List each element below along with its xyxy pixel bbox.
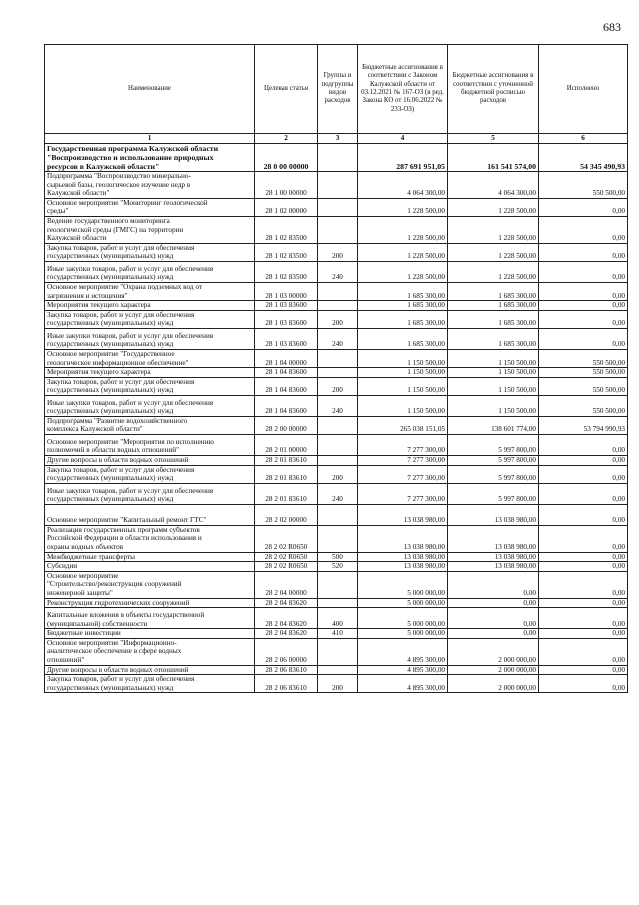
row-law-amount: 1 685 300,00 bbox=[358, 310, 448, 328]
row-expense-group: 240 bbox=[318, 483, 358, 504]
table-row bbox=[45, 456, 628, 466]
row-name: Межбюджетные трансферты bbox=[45, 552, 255, 562]
row-expense-group: 410 bbox=[318, 629, 358, 639]
row-law-amount: 7 277 300,00 bbox=[358, 456, 448, 466]
row-executed-amount: 0,00 bbox=[539, 301, 628, 311]
table-row bbox=[45, 675, 628, 693]
row-expense-group: 520 bbox=[318, 562, 358, 572]
row-law-amount: 13 038 980,00 bbox=[358, 552, 448, 562]
row-name: Иные закупки товаров, работ и услуг для обеспечения государственных (муниципальных) нужд bbox=[45, 261, 255, 282]
row-expense-group bbox=[318, 525, 358, 552]
row-target-code: 28 2 02 00000 bbox=[255, 504, 318, 525]
row-law-amount: 1 150 500,00 bbox=[358, 368, 448, 378]
row-target-code: 28 1 04 83600 bbox=[255, 377, 318, 395]
row-name: Закупка товаров, работ и услуг для обеспечения государственных (муниципальных) нужд bbox=[45, 465, 255, 483]
row-executed-amount: 0,00 bbox=[539, 598, 628, 608]
row-target-code: 28 2 02 R0650 bbox=[255, 552, 318, 562]
row-target-code: 28 2 04 00000 bbox=[255, 571, 318, 598]
row-executed-amount: 0,00 bbox=[539, 504, 628, 525]
table-row bbox=[45, 552, 628, 562]
row-refined-amount: 1 685 300,00 bbox=[448, 282, 539, 300]
row-law-amount: 287 691 951,05 bbox=[358, 144, 448, 172]
table-row bbox=[45, 172, 628, 199]
row-executed-amount: 0,00 bbox=[539, 435, 628, 456]
row-name: Закупка товаров, работ и услуг для обеспечения государственных (муниципальных) нужд bbox=[45, 675, 255, 693]
row-name: Иные закупки товаров, работ и услуг для обеспечения государственных (муниципальных) нужд bbox=[45, 483, 255, 504]
row-law-amount: 1 685 300,00 bbox=[358, 282, 448, 300]
row-expense-group bbox=[318, 571, 358, 598]
row-target-code: 28 1 02 83500 bbox=[255, 261, 318, 282]
row-target-code: 28 1 03 83600 bbox=[255, 310, 318, 328]
row-law-amount: 13 038 980,00 bbox=[358, 504, 448, 525]
row-name: Основное мероприятие "Информационно- аналитическое обеспечение в сфере водных отношений" bbox=[45, 638, 255, 665]
table-row bbox=[45, 310, 628, 328]
row-target-code: 28 2 04 83620 bbox=[255, 598, 318, 608]
row-target-code: 28 2 04 83620 bbox=[255, 608, 318, 629]
row-law-amount: 13 038 980,00 bbox=[358, 562, 448, 572]
row-executed-amount: 0,00 bbox=[539, 608, 628, 629]
row-refined-amount: 1 685 300,00 bbox=[448, 301, 539, 311]
row-law-amount: 265 038 151,05 bbox=[358, 416, 448, 434]
row-law-amount: 5 000 000,00 bbox=[358, 608, 448, 629]
row-target-code: 28 2 00 00000 bbox=[255, 416, 318, 434]
table-row bbox=[45, 504, 628, 525]
row-law-amount: 4 895 300,00 bbox=[358, 665, 448, 675]
row-target-code: 28 1 02 83500 bbox=[255, 243, 318, 261]
table-row bbox=[45, 562, 628, 572]
row-executed-amount: 550 500,00 bbox=[539, 377, 628, 395]
row-refined-amount: 2 000 000,00 bbox=[448, 675, 539, 693]
row-refined-amount: 5 997 800,00 bbox=[448, 465, 539, 483]
column-number: 3 bbox=[318, 134, 358, 144]
row-law-amount: 1 228 500,00 bbox=[358, 216, 448, 243]
row-expense-group bbox=[318, 144, 358, 172]
row-executed-amount: 0,00 bbox=[539, 465, 628, 483]
row-refined-amount: 1 228 500,00 bbox=[448, 243, 539, 261]
header-name: Наименование bbox=[45, 45, 255, 134]
row-law-amount: 7 277 300,00 bbox=[358, 465, 448, 483]
row-target-code: 28 2 02 R0650 bbox=[255, 525, 318, 552]
row-law-amount: 4 064 300,00 bbox=[358, 172, 448, 199]
row-executed-amount: 54 345 490,93 bbox=[539, 144, 628, 172]
table-row bbox=[45, 282, 628, 300]
row-target-code: 28 1 03 83600 bbox=[255, 301, 318, 311]
row-refined-amount: 13 038 980,00 bbox=[448, 504, 539, 525]
row-expense-group bbox=[318, 598, 358, 608]
row-executed-amount: 0,00 bbox=[539, 243, 628, 261]
row-target-code: 28 2 04 83620 bbox=[255, 629, 318, 639]
row-target-code: 28 2 01 00000 bbox=[255, 435, 318, 456]
row-name: Мероприятия текущего характера bbox=[45, 368, 255, 378]
row-expense-group: 200 bbox=[318, 675, 358, 693]
row-name: Другие вопросы в области водных отношений bbox=[45, 665, 255, 675]
table-row bbox=[45, 349, 628, 367]
row-name: Иные закупки товаров, работ и услуг для обеспечения государственных (муниципальных) нужд bbox=[45, 328, 255, 349]
row-refined-amount: 1 228 500,00 bbox=[448, 216, 539, 243]
row-target-code: 28 1 03 83600 bbox=[255, 328, 318, 349]
row-law-amount: 1 150 500,00 bbox=[358, 349, 448, 367]
row-refined-amount: 13 038 980,00 bbox=[448, 562, 539, 572]
row-refined-amount: 161 541 574,00 bbox=[448, 144, 539, 172]
row-law-amount: 1 228 500,00 bbox=[358, 198, 448, 216]
row-executed-amount: 550 500,00 bbox=[539, 395, 628, 416]
row-target-code: 28 1 04 83600 bbox=[255, 368, 318, 378]
row-expense-group bbox=[318, 282, 358, 300]
row-expense-group bbox=[318, 416, 358, 434]
budget-table bbox=[44, 44, 628, 693]
row-refined-amount: 1 228 500,00 bbox=[448, 261, 539, 282]
row-refined-amount: 13 038 980,00 bbox=[448, 552, 539, 562]
row-expense-group: 400 bbox=[318, 608, 358, 629]
row-name: Подпрограмма "Развитие водохозяйственного комплекса Калужской области" bbox=[45, 416, 255, 434]
row-name: Реконструкция гидротехнических сооружений bbox=[45, 598, 255, 608]
row-refined-amount: 0,00 bbox=[448, 608, 539, 629]
row-refined-amount: 1 685 300,00 bbox=[448, 310, 539, 328]
column-number: 5 bbox=[448, 134, 539, 144]
row-expense-group bbox=[318, 435, 358, 456]
table-row bbox=[45, 483, 628, 504]
table-row bbox=[45, 416, 628, 434]
row-name: Основное мероприятие "Строительство/реконструкция сооружений инженерной защиты" bbox=[45, 571, 255, 598]
row-target-code: 28 2 01 83610 bbox=[255, 465, 318, 483]
row-target-code: 28 1 00 00000 bbox=[255, 172, 318, 199]
row-executed-amount: 0,00 bbox=[539, 261, 628, 282]
header-law: Бюджетные ассигнования в соответствии с Законом Калужской области от 03.12.2021 № 167-ОЗ (в ред. Закона КО от 16.06.2022 № 233-ОЗ) bbox=[358, 45, 448, 134]
table-row bbox=[45, 395, 628, 416]
row-target-code: 28 1 02 83500 bbox=[255, 216, 318, 243]
row-law-amount: 5 000 000,00 bbox=[358, 598, 448, 608]
row-name: Закупка товаров, работ и услуг для обеспечения государственных (муниципальных) нужд bbox=[45, 243, 255, 261]
table-row bbox=[45, 243, 628, 261]
row-expense-group: 240 bbox=[318, 395, 358, 416]
header-executed: Исполнено bbox=[539, 45, 628, 134]
row-expense-group: 200 bbox=[318, 243, 358, 261]
row-refined-amount: 0,00 bbox=[448, 598, 539, 608]
row-executed-amount: 0,00 bbox=[539, 483, 628, 504]
row-target-code: 28 2 06 83610 bbox=[255, 675, 318, 693]
table-row bbox=[45, 301, 628, 311]
row-name: Субсидии bbox=[45, 562, 255, 572]
row-law-amount: 1 150 500,00 bbox=[358, 377, 448, 395]
table-row bbox=[45, 608, 628, 629]
column-number-row bbox=[45, 134, 628, 144]
row-refined-amount: 5 997 800,00 bbox=[448, 483, 539, 504]
table-row bbox=[45, 328, 628, 349]
row-expense-group: 500 bbox=[318, 552, 358, 562]
row-expense-group bbox=[318, 368, 358, 378]
row-refined-amount: 5 997 800,00 bbox=[448, 456, 539, 466]
row-expense-group: 200 bbox=[318, 377, 358, 395]
row-name: Капитальные вложения в объекты государственной (муниципальной) собственности bbox=[45, 608, 255, 629]
header-group: Группы и подгруппы видов расходов bbox=[318, 45, 358, 134]
row-name: Основное мероприятие "Охрана подземных вод от загрязнения и истощения" bbox=[45, 282, 255, 300]
column-number: 2 bbox=[255, 134, 318, 144]
row-name: Реализация государственных программ субъектов Российской Федерации в области использования и охраны водных объектов bbox=[45, 525, 255, 552]
row-law-amount: 13 038 980,00 bbox=[358, 525, 448, 552]
row-executed-amount: 0,00 bbox=[539, 675, 628, 693]
row-executed-amount: 0,00 bbox=[539, 665, 628, 675]
row-executed-amount: 0,00 bbox=[539, 552, 628, 562]
table-row bbox=[45, 216, 628, 243]
row-name: Закупка товаров, работ и услуг для обеспечения государственных (муниципальных) нужд bbox=[45, 310, 255, 328]
row-name: Закупка товаров, работ и услуг для обеспечения государственных (муниципальных) нужд bbox=[45, 377, 255, 395]
row-law-amount: 5 000 000,00 bbox=[358, 571, 448, 598]
row-name: Другие вопросы в области водных отношений bbox=[45, 456, 255, 466]
table-row bbox=[45, 629, 628, 639]
column-number: 6 bbox=[539, 134, 628, 144]
row-name: Иные закупки товаров, работ и услуг для обеспечения государственных (муниципальных) нужд bbox=[45, 395, 255, 416]
row-law-amount: 7 277 300,00 bbox=[358, 435, 448, 456]
row-refined-amount: 2 000 000,00 bbox=[448, 665, 539, 675]
table-row bbox=[45, 465, 628, 483]
table-row bbox=[45, 525, 628, 552]
row-refined-amount: 2 000 000,00 bbox=[448, 638, 539, 665]
table-row bbox=[45, 144, 628, 172]
row-law-amount: 4 895 300,00 bbox=[358, 638, 448, 665]
row-executed-amount: 0,00 bbox=[539, 456, 628, 466]
row-executed-amount: 0,00 bbox=[539, 562, 628, 572]
row-refined-amount: 1 150 500,00 bbox=[448, 349, 539, 367]
row-target-code: 28 0 00 00000 bbox=[255, 144, 318, 172]
row-executed-amount: 0,00 bbox=[539, 525, 628, 552]
row-target-code: 28 1 03 00000 bbox=[255, 282, 318, 300]
row-refined-amount: 13 038 980,00 bbox=[448, 525, 539, 552]
row-target-code: 28 1 02 00000 bbox=[255, 198, 318, 216]
row-target-code: 28 1 04 00000 bbox=[255, 349, 318, 367]
row-refined-amount: 1 150 500,00 bbox=[448, 368, 539, 378]
row-executed-amount: 0,00 bbox=[539, 216, 628, 243]
row-expense-group bbox=[318, 665, 358, 675]
row-expense-group bbox=[318, 349, 358, 367]
row-law-amount: 1 685 300,00 bbox=[358, 301, 448, 311]
table-row bbox=[45, 435, 628, 456]
row-expense-group bbox=[318, 216, 358, 243]
row-refined-amount: 1 685 300,00 bbox=[448, 328, 539, 349]
row-expense-group: 240 bbox=[318, 328, 358, 349]
row-executed-amount: 0,00 bbox=[539, 571, 628, 598]
row-name: Основное мероприятие "Капитальный ремонт ГТС" bbox=[45, 504, 255, 525]
header-refined: Бюджетные ассигнования в соответствии с уточненной бюджетной росписью расходов bbox=[448, 45, 539, 134]
row-law-amount: 1 228 500,00 bbox=[358, 261, 448, 282]
row-name: Государственная программа Калужской области "Воспроизводство и использование природных ресурсов в Калужской области" bbox=[45, 144, 255, 172]
row-name: Бюджетные инвестиции bbox=[45, 629, 255, 639]
row-name: Ведение государственного мониторинга геологической среды (ГМГС) на территории Калужской области bbox=[45, 216, 255, 243]
table-row bbox=[45, 261, 628, 282]
row-refined-amount: 0,00 bbox=[448, 629, 539, 639]
column-number: 4 bbox=[358, 134, 448, 144]
column-number: 1 bbox=[45, 134, 255, 144]
header-target: Целевая статья bbox=[255, 45, 318, 134]
row-law-amount: 7 277 300,00 bbox=[358, 483, 448, 504]
table-row bbox=[45, 368, 628, 378]
row-name: Подпрограмма "Воспроизводство минерально- сырьевой базы, геологическое изучение недр в Калужской области" bbox=[45, 172, 255, 199]
row-executed-amount: 0,00 bbox=[539, 638, 628, 665]
row-refined-amount: 5 997 800,00 bbox=[448, 435, 539, 456]
row-refined-amount: 1 228 500,00 bbox=[448, 198, 539, 216]
row-executed-amount: 550 500,00 bbox=[539, 368, 628, 378]
row-target-code: 28 2 06 83610 bbox=[255, 665, 318, 675]
row-refined-amount: 1 150 500,00 bbox=[448, 377, 539, 395]
table-row bbox=[45, 198, 628, 216]
row-name: Основное мероприятие "Мероприятия по исполнению полномочий в области водных отношений" bbox=[45, 435, 255, 456]
row-law-amount: 1 228 500,00 bbox=[358, 243, 448, 261]
table-row bbox=[45, 598, 628, 608]
row-executed-amount: 550 500,00 bbox=[539, 172, 628, 199]
row-target-code: 28 2 01 83610 bbox=[255, 456, 318, 466]
row-refined-amount: 1 150 500,00 bbox=[448, 395, 539, 416]
table-row bbox=[45, 638, 628, 665]
row-executed-amount: 0,00 bbox=[539, 282, 628, 300]
row-law-amount: 4 895 300,00 bbox=[358, 675, 448, 693]
row-expense-group bbox=[318, 504, 358, 525]
row-law-amount: 1 150 500,00 bbox=[358, 395, 448, 416]
row-expense-group bbox=[318, 301, 358, 311]
table-row bbox=[45, 377, 628, 395]
row-expense-group bbox=[318, 198, 358, 216]
row-expense-group bbox=[318, 456, 358, 466]
row-executed-amount: 0,00 bbox=[539, 328, 628, 349]
row-expense-group bbox=[318, 638, 358, 665]
row-target-code: 28 1 04 83600 bbox=[255, 395, 318, 416]
row-name: Основное мероприятие "Государственное геологическое информационное обеспечение" bbox=[45, 349, 255, 367]
row-expense-group: 200 bbox=[318, 310, 358, 328]
row-law-amount: 1 685 300,00 bbox=[358, 328, 448, 349]
row-expense-group bbox=[318, 172, 358, 199]
table-row bbox=[45, 571, 628, 598]
page-number: 683 bbox=[603, 20, 621, 34]
row-executed-amount: 53 794 990,93 bbox=[539, 416, 628, 434]
row-expense-group: 240 bbox=[318, 261, 358, 282]
row-target-code: 28 2 06 00000 bbox=[255, 638, 318, 665]
row-executed-amount: 550 500,00 bbox=[539, 349, 628, 367]
header-row bbox=[45, 45, 628, 134]
row-expense-group: 200 bbox=[318, 465, 358, 483]
row-name: Основное мероприятие "Мониторинг геологической среды" bbox=[45, 198, 255, 216]
row-refined-amount: 4 064 300,00 bbox=[448, 172, 539, 199]
row-target-code: 28 2 02 R0650 bbox=[255, 562, 318, 572]
row-refined-amount: 0,00 bbox=[448, 571, 539, 598]
table-row bbox=[45, 665, 628, 675]
row-name: Мероприятия текущего характера bbox=[45, 301, 255, 311]
row-law-amount: 5 000 000,00 bbox=[358, 629, 448, 639]
row-refined-amount: 138 601 774,00 bbox=[448, 416, 539, 434]
row-executed-amount: 0,00 bbox=[539, 198, 628, 216]
row-target-code: 28 2 01 83610 bbox=[255, 483, 318, 504]
row-executed-amount: 0,00 bbox=[539, 629, 628, 639]
row-executed-amount: 0,00 bbox=[539, 310, 628, 328]
